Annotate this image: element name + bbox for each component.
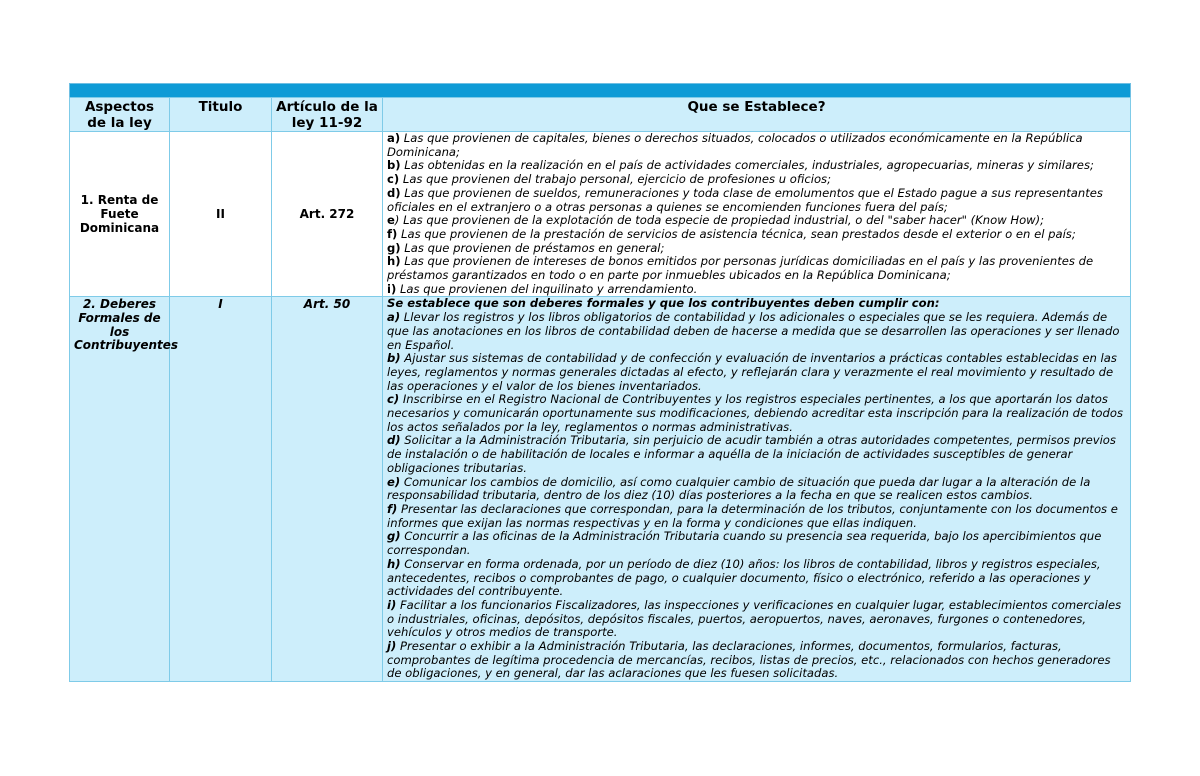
list-item xyxy=(387,214,1126,228)
row2-content xyxy=(383,297,1131,682)
list-item xyxy=(387,599,1126,640)
item-letter: d) xyxy=(387,185,401,200)
item-text: Las que provienen de capitales, bienes o derechos situados, colocados o utilizados económicamente en la República Dominicana; xyxy=(387,131,1083,159)
item-letter: e xyxy=(387,213,395,228)
list-item xyxy=(387,434,1126,475)
header-aspectos: Aspectos de la ley xyxy=(70,98,170,132)
item-letter: j) xyxy=(387,639,397,654)
item-text: Las que provienen del trabajo personal, ejercicio de profesiones u oficios; xyxy=(399,172,831,187)
table-row xyxy=(70,297,1131,682)
item-letter: h) xyxy=(387,254,401,269)
header-que-se-establece: Que se Establece? xyxy=(383,98,1131,132)
item-letter: c) xyxy=(387,172,400,187)
list-item xyxy=(387,159,1126,173)
list-item xyxy=(387,187,1126,214)
row2-item-list xyxy=(387,311,1126,681)
item-text: Las obtenidas en la realización en el país de actividades comerciales, industriales, agropecuarias, mineras y similares; xyxy=(400,158,1094,173)
item-text: Las que provienen de la prestación de servicios de asistencia técnica, sean prestados desde el exterior o en el país; xyxy=(397,226,1076,241)
item-letter: e) xyxy=(387,474,401,489)
list-item xyxy=(387,476,1126,503)
row1-articulo: Art. 272 xyxy=(272,132,383,297)
list-item xyxy=(387,228,1126,242)
item-letter: h) xyxy=(387,556,401,571)
list-item xyxy=(387,530,1126,557)
row1-item-list xyxy=(387,132,1126,296)
item-text: Las que provienen de intereses de bonos emitidos por personas jurídicas domiciliadas en el país y las provenientes de préstamos garantizados en todo o en parte por inmuebles ubicados en la República Dominicana; xyxy=(387,254,1094,283)
document-page xyxy=(69,83,1131,682)
list-item xyxy=(387,255,1126,282)
list-item xyxy=(387,242,1126,256)
list-item xyxy=(387,393,1126,434)
item-text: Inscribirse en el Registro Nacional de Contribuyentes y los registros especiales pertinentes, a los que aportarán los datos necesarios y comunicarán oportunamente sus modificaciones, debiendo acreditar esta inscripción para la realización de todos los actos señalados por la ley, reglamentos o normas administrativas. xyxy=(387,392,1123,434)
item-text: Facilitar a los funcionarios Fiscalizadores, las inspecciones y verificaciones en cualquier lugar, establecimientos comerciales o industriales, oficinas, depósitos, depósitos fiscales, puertos, aeropuertos, naves, aeronaves, furgones o contenedores, vehículos y otros medios de transporte. xyxy=(387,597,1122,640)
item-text: Presentar o exhibir a la Administración Tributaria, las declaraciones, informes, documentos, formularios, facturas, comprobantes de legítima procedencia de mercancías, recibos, listas de precios, etc., relacionados con hechos generadores de obligaciones, y en general, dar las aclaraciones que les fuesen solicitadas. xyxy=(387,639,1111,681)
header-titulo: Titulo xyxy=(170,98,272,132)
table-row xyxy=(70,132,1131,297)
list-item xyxy=(387,640,1126,681)
table-top-band xyxy=(69,83,1131,97)
item-letter: i) xyxy=(387,597,397,612)
row2-titulo: I xyxy=(170,297,272,682)
item-letter: d) xyxy=(387,433,401,448)
list-item xyxy=(387,173,1126,187)
list-item xyxy=(387,311,1126,352)
item-text: Solicitar a la Administración Tributaria, sin perjuicio de acudir también a otras autoridades competentes, permisos previos de instalación o de habilitación de locales e informar a aquélla de la iniciación de actividades susceptibles de generar obligaciones tributarias. xyxy=(387,433,1116,475)
item-text: Concurrir a las oficinas de la Administración Tributaria cuando su presencia sea requerida, bajo los apercibimientos que correspondan. xyxy=(387,529,1102,558)
item-text: Las que provienen de préstamos en general; xyxy=(400,240,665,255)
item-letter: f) xyxy=(387,501,398,516)
law-table xyxy=(69,97,1131,682)
row2-articulo: Art. 50 xyxy=(272,297,383,682)
item-letter: g) xyxy=(387,529,401,544)
item-text: Comunicar los cambios de domicilio, así como cualquier cambio de situación que pueda dar lugar a la alteración de la responsabilidad tributaria, dentro de los diez (10) días posteriores a la fecha en que se realicen estos cambios. xyxy=(387,474,1091,503)
item-text: ) Las que provienen de la explotación de toda especie de propiedad industrial, o del "saber hacer" (Know How); xyxy=(394,213,1045,228)
item-text: Presentar las declaraciones que correspondan, para la determinación de los tributos, conjuntamente con los documentos e informes que exijan las normas respectivas y en la forma y condiciones que ellas indiquen. xyxy=(387,501,1118,530)
item-letter: a) xyxy=(387,131,401,145)
list-item xyxy=(387,283,1126,297)
item-text: Conservar en forma ordenada, por un período de diez (10) años: los libros de contabilidad, libros y registros especiales, antecedentes, recibos o comprobantes de pago, o cualquier documento, físico o electrónico, referido a las operaciones y actividades del contribuyente. xyxy=(387,556,1101,599)
row1-content xyxy=(383,132,1131,297)
item-letter: b) xyxy=(387,351,401,366)
item-letter: g) xyxy=(387,240,401,255)
item-text: Las que provienen de sueldos, remuneraciones y toda clase de emolumentos que el Estado pague a sus representantes oficiales en el extranjero o a otras personas a quienes se encomienden funciones fuera del país; xyxy=(387,185,1103,214)
row1-aspect: 1. Renta de Fuete Dominicana xyxy=(70,132,170,297)
item-letter: a) xyxy=(387,310,401,325)
list-item xyxy=(387,132,1126,159)
table-header-row xyxy=(70,98,1131,132)
item-letter: i) xyxy=(387,281,397,296)
list-item xyxy=(387,352,1126,393)
list-item xyxy=(387,503,1126,530)
row2-aspect: 2. Deberes Formales de los Contribuyentes xyxy=(70,297,170,682)
item-letter: b) xyxy=(387,158,401,173)
row2-lead: Se establece que son deberes formales y que los contribuyentes deben cumplir con: xyxy=(387,296,940,311)
item-text: Las que provienen del inquilinato y arrendamiento. xyxy=(396,281,698,296)
header-articulo: Artículo de la ley 11-92 xyxy=(272,98,383,132)
item-letter: c) xyxy=(387,392,400,407)
list-item xyxy=(387,558,1126,599)
row1-titulo: II xyxy=(170,132,272,297)
item-text: Llevar los registros y los libros obligatorios de contabilidad y los adicionales o especiales que se les requiera. Además de que las anotaciones en los libros de contabilidad deben de hacerse a medida que se desarrollen las operaciones y ser llenado en Español. xyxy=(387,310,1120,352)
item-text: Ajustar sus sistemas de contabilidad y de confección y evaluación de inventarios a prácticas contables establecidas en las leyes, reglamentos y normas generales dictadas al efecto, y reflejarán clara y verazmente el real movimiento y resultado de las operaciones y el valor de los bienes inventariados. xyxy=(387,351,1117,393)
item-letter: f) xyxy=(387,226,398,241)
